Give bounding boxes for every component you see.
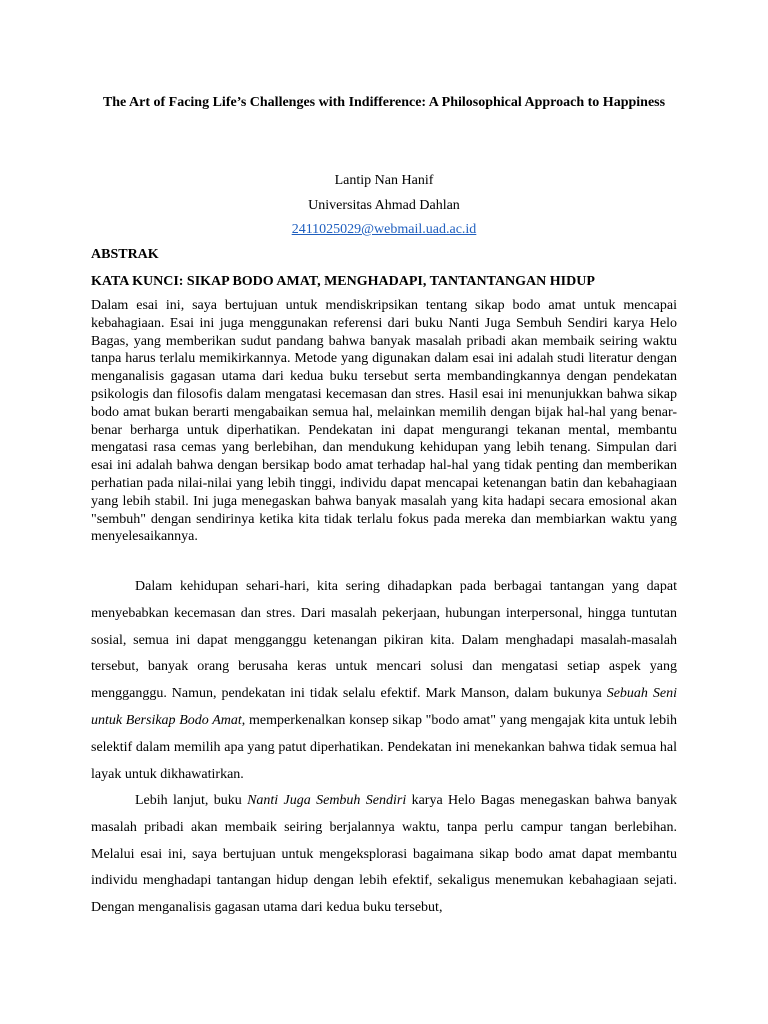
paragraph-2-text-start: Lebih lanjut, buku [135, 793, 248, 808]
book-title-italic: Sebuah Seni untuk Bersikap Bodo Amat [91, 686, 678, 728]
book-title-italic: Nanti Juga Sembuh Sendiri [247, 793, 407, 808]
paragraph-1-text-end: , memperkenalkan konsep sikap "bodo amat" yang mengajak kita untuk lebih selektif dalam memilih apa yang patut diperhatikan. Pendekatan ini menekankan bahwa tidak semua hal layak untuk dikhawatirkan. [91, 712, 677, 782]
body-paragraph-2 [91, 788, 677, 922]
author-affiliation: Universitas Ahmad Dahlan [308, 198, 460, 213]
body-paragraph-1 [91, 574, 677, 788]
keywords-line: KATA KUNCI: SIKAP BODO AMAT, MENGHADAPI, TANTANTANGAN HIDUP [91, 274, 595, 289]
paragraph-2-text-end: karya Helo Bagas menegaskan bahwa banyak masalah pribadi akan membaik seiring berjalannya waktu, tanpa perlu campur tangan berlebihan. Melalui esai ini, saya bertujuan untuk mengeksplorasi bagaimana sikap bodo amat dapat membantu individu menghadapi tantangan hidup dengan lebih efektif, sekaligus menemukan kebahagiaan sejati. Dengan menganalisis gagasan utama dari kedua buku tersebut, [91, 793, 677, 916]
paper-title: The Art of Facing Life’s Challenges with Indifference: A Philosophical Approach to Happiness [102, 95, 666, 110]
paragraph-1-text-start: Dalam kehidupan sehari-hari, kita sering dihadapkan pada berbagai tantangan yang dapat menyebabkan kecemasan dan stres. Dari masalah pekerjaan, hubungan interpersonal, hingga tuntutan sosial, semua ini dapat mengganggu ketenangan pikiran kita. Dalam menghadapi masalah-masalah tersebut, banyak orang berusaha keras untuk mencari solusi dan mengatasi setiap aspek yang mengganggu. Namun, pendekatan ini tidak selalu efektif. Mark Manson, dalam bukunya [91, 579, 677, 702]
abstract-heading: ABSTRAK [91, 247, 159, 262]
author-email-link[interactable]: 2411025029@webmail.uad.ac.id [291, 222, 477, 237]
abstract-text: Dalam esai ini, saya bertujuan untuk mendiskripsikan tentang sikap bodo amat untuk mencapai kebahagiaan. Esai ini juga menggunakan referensi dari buku Nanti Juga Sembuh Sendiri karya Helo Bagas, yang memberikan sudut pandang bahwa banyak masalah pribadi akan membaik seiring waktu tanpa harus terlalu memikirkannya. Metode yang digunakan dalam esai ini adalah studi literatur dengan menganalisis gagasan utama dari kedua buku tersebut serta membandingkannya dengan pendekatan psikologis dan filosofis dalam mengatasi kecemasan dan stres. Hasil esai ini menunjukkan bahwa sikap bodo amat bukan berarti mengabaikan semua hal, melainkan memilih dengan bijak hal-hal yang benar-benar berharga untuk diperhatikan. Pendekatan ini dapat mengurangi tekanan mental, membantu mengatasi rasa cemas yang berlebihan, dan mendukung kehidupan yang lebih tenang. Simpulan dari esai ini adalah bahwa dengan bersikap bodo amat terhadap hal-hal yang tidak penting dan memberikan perhatian pada nilai-nilai yang lebih tinggi, individu dapat mencapai ketenangan batin dan kebahagiaan yang lebih stabil. Ini juga menegaskan bahwa banyak masalah yang kita hadapi secara emosional akan "sembuh" dengan sendirinya ketika kita tidak terlalu fokus pada mereka dan membiarkan waktu yang menyelesaikannya. [91, 298, 677, 545]
author-name: Lantip Nan Hanif [334, 173, 434, 188]
